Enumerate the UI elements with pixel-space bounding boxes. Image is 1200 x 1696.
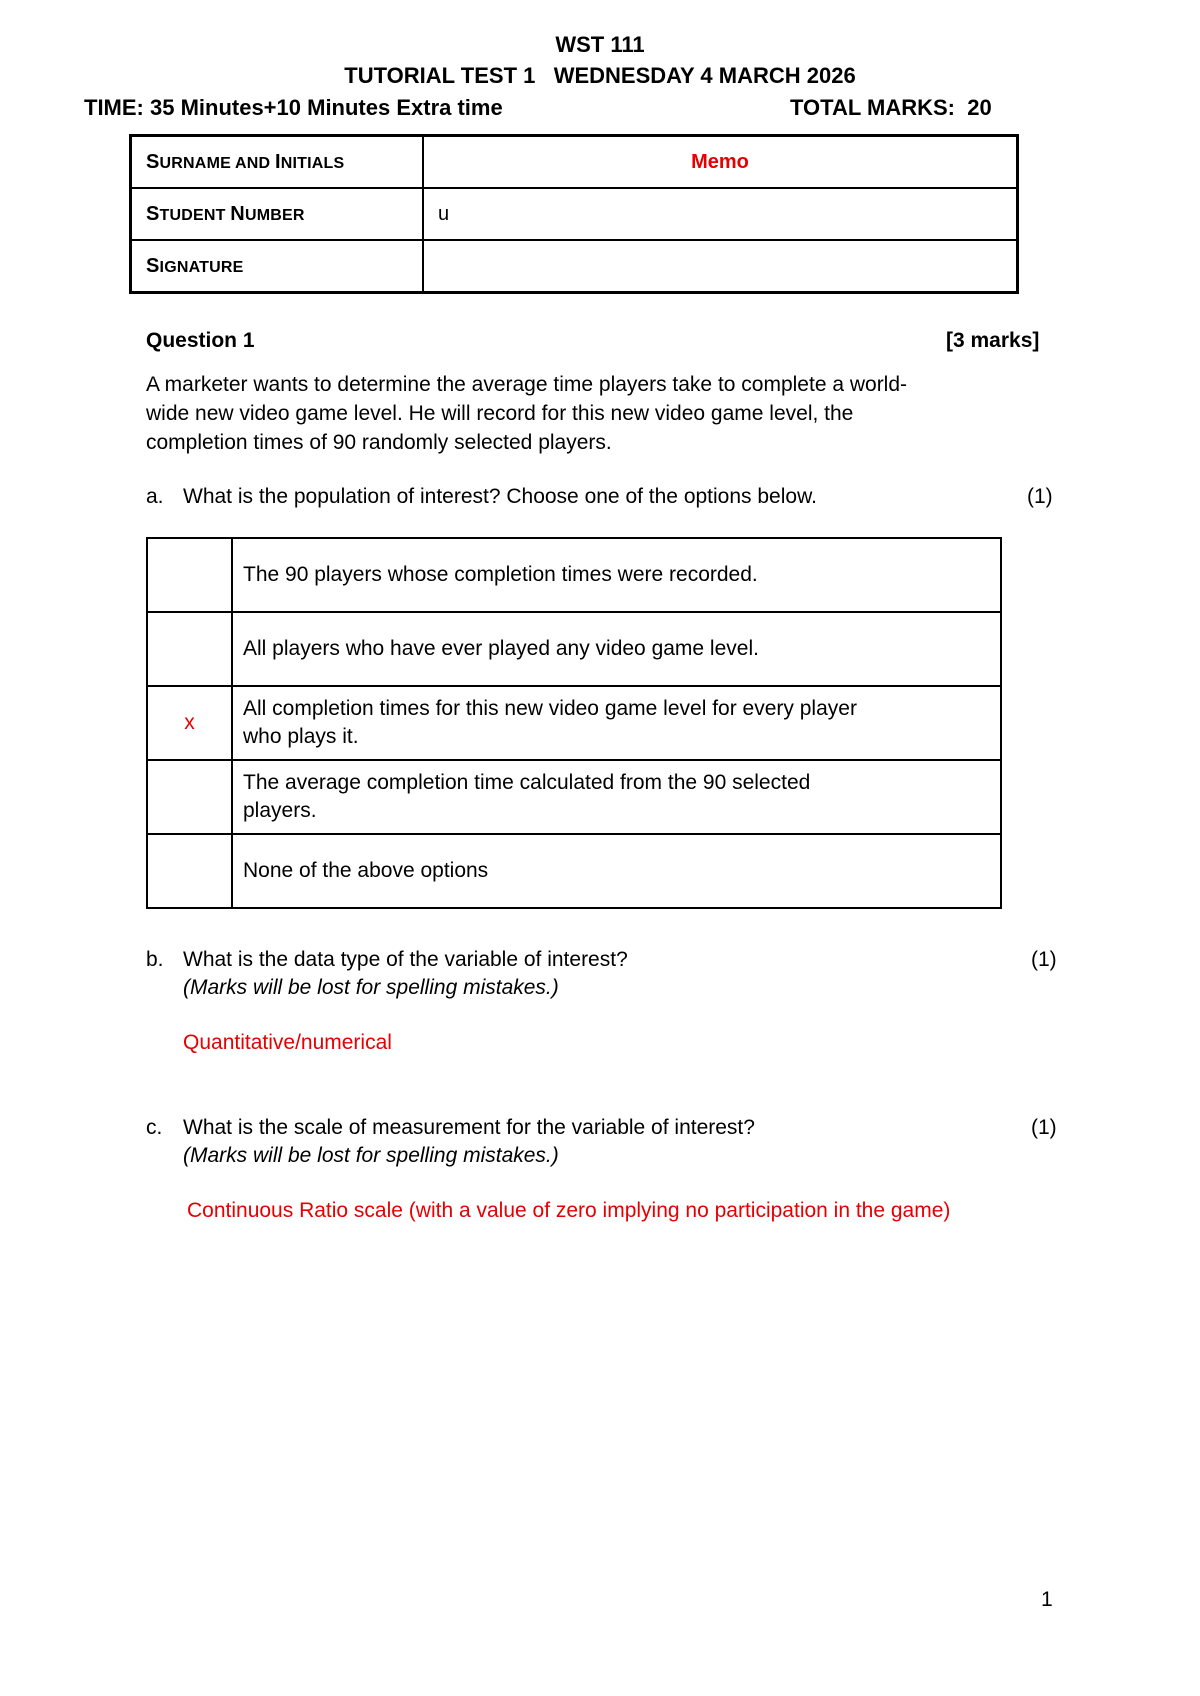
part-c-marks: (1) [1031, 1116, 1057, 1139]
option-row[interactable] [147, 538, 1001, 612]
surname-label-s: S [146, 150, 160, 173]
option-row[interactable] [147, 686, 1001, 760]
question-title: Question 1 [146, 329, 255, 352]
intro-line-3: completion times of 90 randomly selected players. [146, 431, 612, 454]
option-text [232, 834, 1001, 908]
option-text [232, 760, 1001, 834]
option-text [232, 686, 1001, 760]
part-b-answer: Quantitative/numerical [183, 1031, 392, 1054]
option-checkbox[interactable] [147, 538, 232, 612]
option-row[interactable] [147, 760, 1001, 834]
option-text [232, 612, 1001, 686]
question-intro [146, 370, 1060, 457]
part-c-label: c. [146, 1116, 163, 1139]
part-c-answer: Continuous Ratio scale (with a value of zero implying no participation in the game) [187, 1199, 951, 1222]
student-number-row [131, 188, 1018, 240]
option-text-line2: who plays it. [243, 725, 359, 748]
part-b-marks: (1) [1031, 948, 1057, 971]
option-text-line1: All completion times for this new video game level for every player [243, 697, 857, 720]
option-text-line1: The 90 players whose completion times were recorded. [243, 563, 758, 586]
signature-label-s: S [146, 254, 160, 277]
part-b-note: (Marks will be lost for spelling mistakes.) [183, 976, 559, 999]
student-number-field[interactable]: u [423, 188, 1018, 240]
option-checkbox[interactable] [147, 612, 232, 686]
signature-row [131, 240, 1018, 293]
total-marks: TOTAL MARKS: 20 [790, 95, 992, 120]
part-a-marks: (1) [1027, 485, 1053, 508]
option-text-line1: The average completion time calculated from the 90 selected [243, 771, 811, 794]
part-a-label: a. [146, 485, 164, 508]
student-number-label-umber: UMBER [244, 206, 305, 224]
signature-field[interactable] [423, 240, 1018, 293]
surname-label-i: I [274, 150, 281, 173]
part-c-note: (Marks will be lost for spelling mistakes.) [183, 1144, 559, 1167]
part-a-question: What is the population of interest? Choose one of the options below. [183, 485, 817, 508]
surname-label [131, 136, 424, 189]
surname-label-nitials: NITIALS [280, 154, 345, 172]
part-c-question: What is the scale of measurement for the variable of interest? [183, 1116, 755, 1139]
part-b-label: b. [146, 948, 164, 971]
option-text-line1: None of the above options [243, 859, 489, 882]
signature-label [131, 240, 424, 293]
option-checkbox[interactable] [147, 834, 232, 908]
signature-label-ignature: IGNATURE [159, 258, 244, 276]
intro-line-2: wide new video game level. He will record for this new video game level, the [146, 402, 854, 425]
time-allowed: TIME: 35 Minutes+10 Minutes Extra time [84, 95, 503, 120]
part-b-question: What is the data type of the variable of interest? [183, 948, 628, 971]
options-table [146, 537, 1002, 909]
option-row[interactable] [147, 612, 1001, 686]
option-row[interactable] [147, 834, 1001, 908]
intro-line-1: A marketer wants to determine the average time players take to complete a world- [146, 373, 908, 396]
student-number-label-n: N [230, 202, 245, 225]
option-text-line1: All players who have ever played any video game level. [243, 637, 759, 660]
test-title: TUTORIAL TEST 1 WEDNESDAY 4 MARCH 2026 [344, 63, 856, 88]
option-text-line2: players. [243, 799, 317, 822]
course-code: WST 111 [555, 32, 645, 57]
page-number: 1 [1041, 1588, 1053, 1611]
student-info-table [129, 134, 1019, 294]
surname-row [131, 136, 1018, 189]
surname-field[interactable]: Memo [423, 136, 1018, 189]
option-checkbox-selected[interactable]: x [147, 686, 232, 760]
option-checkbox[interactable] [147, 760, 232, 834]
option-text [232, 538, 1001, 612]
surname-label-urname: URNAME AND [159, 154, 275, 172]
student-number-label-s: S [146, 202, 160, 225]
student-number-label [131, 188, 424, 240]
student-number-label-tudent: TUDENT [159, 206, 231, 224]
question-marks: [3 marks] [946, 329, 1040, 352]
